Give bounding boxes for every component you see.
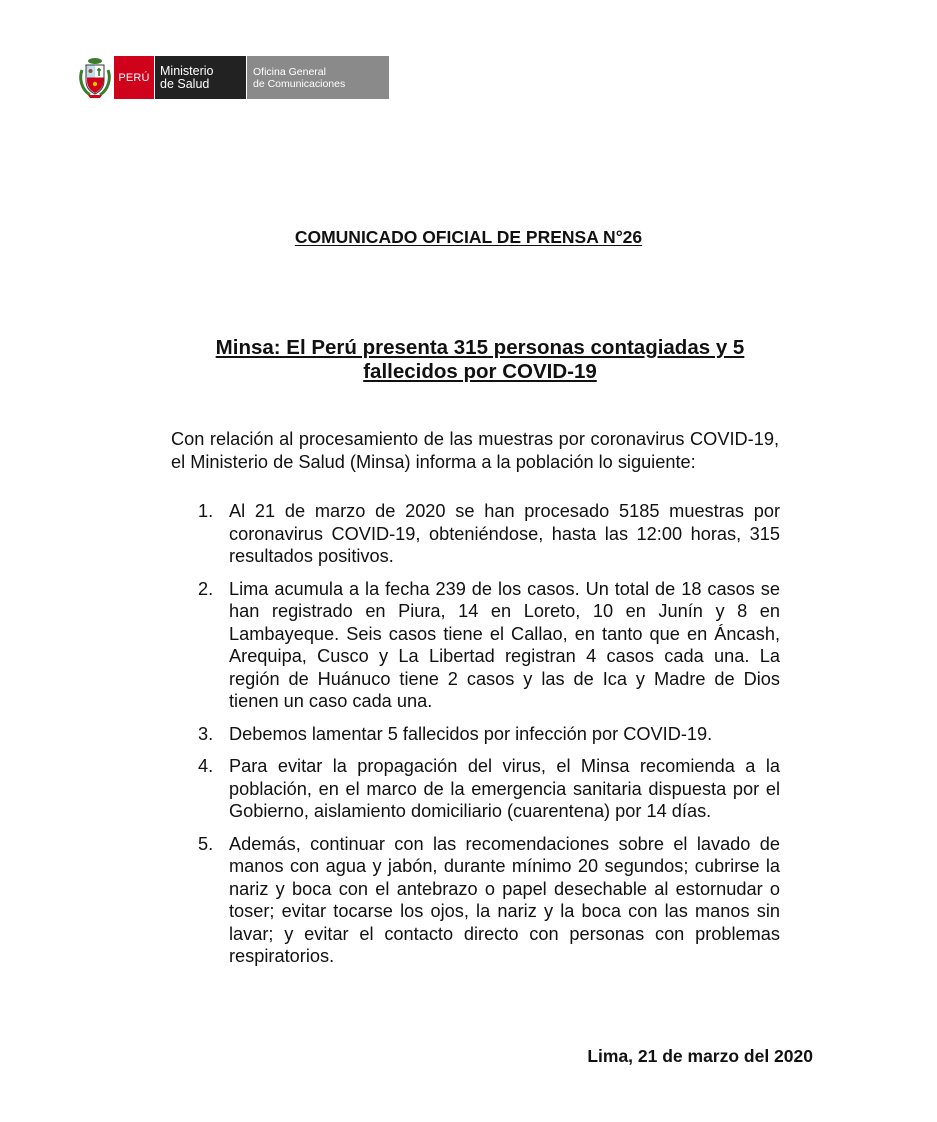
list-item [198, 578, 780, 713]
headline-line-1: Minsa: El Perú presenta 315 personas contagiadas y 5 [215, 336, 745, 359]
headline [140, 336, 820, 384]
peru-label-box [114, 56, 155, 99]
ministry-line-2: de Salud [160, 76, 210, 91]
intro-paragraph: Con relación al procesamiento de las muestras por coronavirus COVID-19, el Ministerio de Salud (Minsa) informa a la población lo siguiente: [171, 429, 779, 472]
office-label-box [247, 56, 389, 99]
ministry-label-box [155, 56, 247, 99]
list-item [198, 833, 780, 968]
list-item [198, 500, 780, 568]
headline-line-2: fallecidos por COVID-19 [363, 360, 597, 383]
closing-date: Lima, 21 de marzo del 2020 [587, 1046, 813, 1066]
office-line-1: Oficina General [253, 65, 326, 78]
list-item-number: 3. [198, 723, 214, 744]
list-item-number: 1. [198, 501, 214, 521]
list-item-text: Además, continuar con las recomendaciones sobre el lavado de manos con agua y jabón, durante mínimo 20 segundos; cubrirse la nariz y boca con el antebrazo o papel desechable al estornudar o toser; evitar tocarse los ojos, la nariz y la boca con las manos sin lavar; y evitar el contacto directo con personas con problemas respiratorios. [229, 833, 780, 966]
office-line-2: de Comunicaciones [253, 77, 346, 90]
country-label: PERÚ [118, 71, 150, 84]
list-item-number: 4. [198, 756, 214, 776]
list-item [198, 723, 780, 746]
peru-coat-of-arms-icon [78, 56, 112, 99]
list-item-text: Debemos lamentar 5 fallecidos por infección por COVID-19. [229, 723, 713, 744]
list-item-text: Al 21 de marzo de 2020 se han procesado 5185 muestras por coronavirus COVID-19, obteniéndose, hasta las 12:00 horas, 315 resultados positivos. [229, 501, 780, 566]
list-item-text: Lima acumula a la fecha 239 de los casos. Un total de 18 casos se han registrado en Piura, 14 en Loreto, 10 en Junín y 8 en Lambayeque. Seis casos tiene el Callao, en tanto que en Áncash, Arequipa, Cusco y La Libertad registran 4 casos cada una. La región de Huánuco tiene 2 casos y las de Ica y Madre de Dios tienen un caso cada una. [229, 578, 780, 711]
list-item-number: 5. [198, 833, 214, 854]
list-item [198, 755, 780, 823]
numbered-list [198, 500, 780, 978]
ministry-line-1: Ministerio [160, 63, 214, 78]
list-item-number: 2. [198, 578, 214, 599]
list-item-text: Para evitar la propagación del virus, el Minsa recomienda a la población, en el marco de la emergencia sanitaria dispuesta por el Gobierno, aislamiento domiciliario (cuarentena) por 14 días. [229, 756, 780, 821]
ministry-logo-header [78, 56, 389, 99]
press-release-title: COMUNICADO OFICIAL DE PRENSA N°26 [294, 227, 643, 247]
